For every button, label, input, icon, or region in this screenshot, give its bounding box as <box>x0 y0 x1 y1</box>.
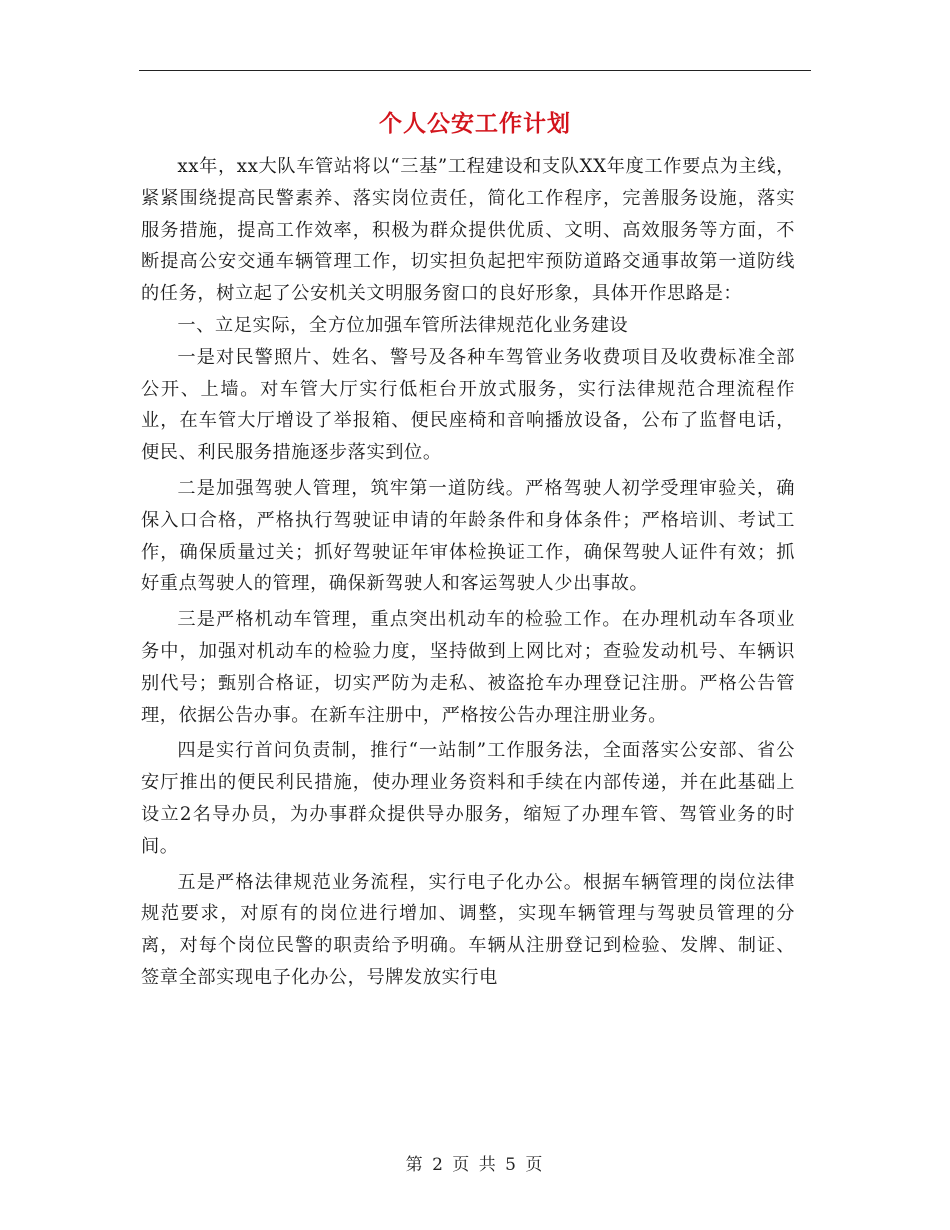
paragraph-point-2: 二是加强驾驶人管理，筑牢第一道防线。严格驾驶人初学受理审验关，确保入口合格，严格执行驾驶证申请的年龄条件和身体条件；严格培训、考试工作，确保质量过关；抓好驾驶证年审体检换证工作，确保驾驶人证件有效；抓好重点驾驶人的管理，确保新驾驶人和客运驾驶人少出事故。 <box>141 477 795 595</box>
paragraph-point-1: 一是对民警照片、姓名、警号及各种车驾管业务收费项目及收费标准全部公开、上墙。对车管大厅实行低柜台开放式服务，实行法律规范合理流程作业，在车管大厅增设了举报箱、便民座椅和音响播放设备，公布了监督电话，便民、利民服务措施逐步落实到位。 <box>141 346 795 464</box>
paragraph-intro: xx年，xx大队车管站将以“三基”工程建设和支队XX年度工作要点为主线，紧紧围绕提高民警素养、落实岗位责任，简化工作程序，完善服务设施，落实服务措施，提高工作效率，积极为群众提供优质、文明、高效服务等方面，不断提高公安交通车辆管理工作，切实担负起把牢预防道路交通事故第一道防线的任务，树立起了公安机关文明服务窗口的良好形象，具体开作思路是： <box>141 156 795 305</box>
document-title: 个人公安工作计划 <box>379 110 571 137</box>
document-body <box>141 151 795 994</box>
header-rule <box>139 70 811 71</box>
section-heading-1: 一、立足实际，全方位加强车管所法律规范化业务建设 <box>177 314 629 336</box>
page-number-footer: 第 2 页 共 5 页 <box>405 1155 545 1175</box>
paragraph-point-5: 五是严格法律规范业务流程，实行电子化办公。根据车辆管理的岗位法律规范要求，对原有的岗位进行增加、调整，实现车辆管理与驾驶员管理的分离，对每个岗位民警的职责给予明确。车辆从注册登记到检验、发牌、制证、签章全部实现电子化办公，号牌发放实行电 <box>141 871 795 988</box>
paragraph-point-4: 四是实行首问负责制，推行“一站制”工作服务法，全面落实公安部、省公安厅推出的便民利民措施，使办理业务资料和手续在内部传递，并在此基础上设立2名导办员，为办事群众提供导办服务，缩短了办理车管、驾管业务的时间。 <box>141 740 795 857</box>
paragraph-point-3: 三是严格机动车管理，重点突出机动车的检验工作。在办理机动车各项业务中，加强对机动车的检验力度，坚持做到上网比对；查验发动机号、车辆识别代号；甄别合格证，切实严防为走私、被盗抢车办理登记注册。严格公告管理，依据公告办事。在新车注册中，严格按公告办理注册业务。 <box>141 609 795 726</box>
